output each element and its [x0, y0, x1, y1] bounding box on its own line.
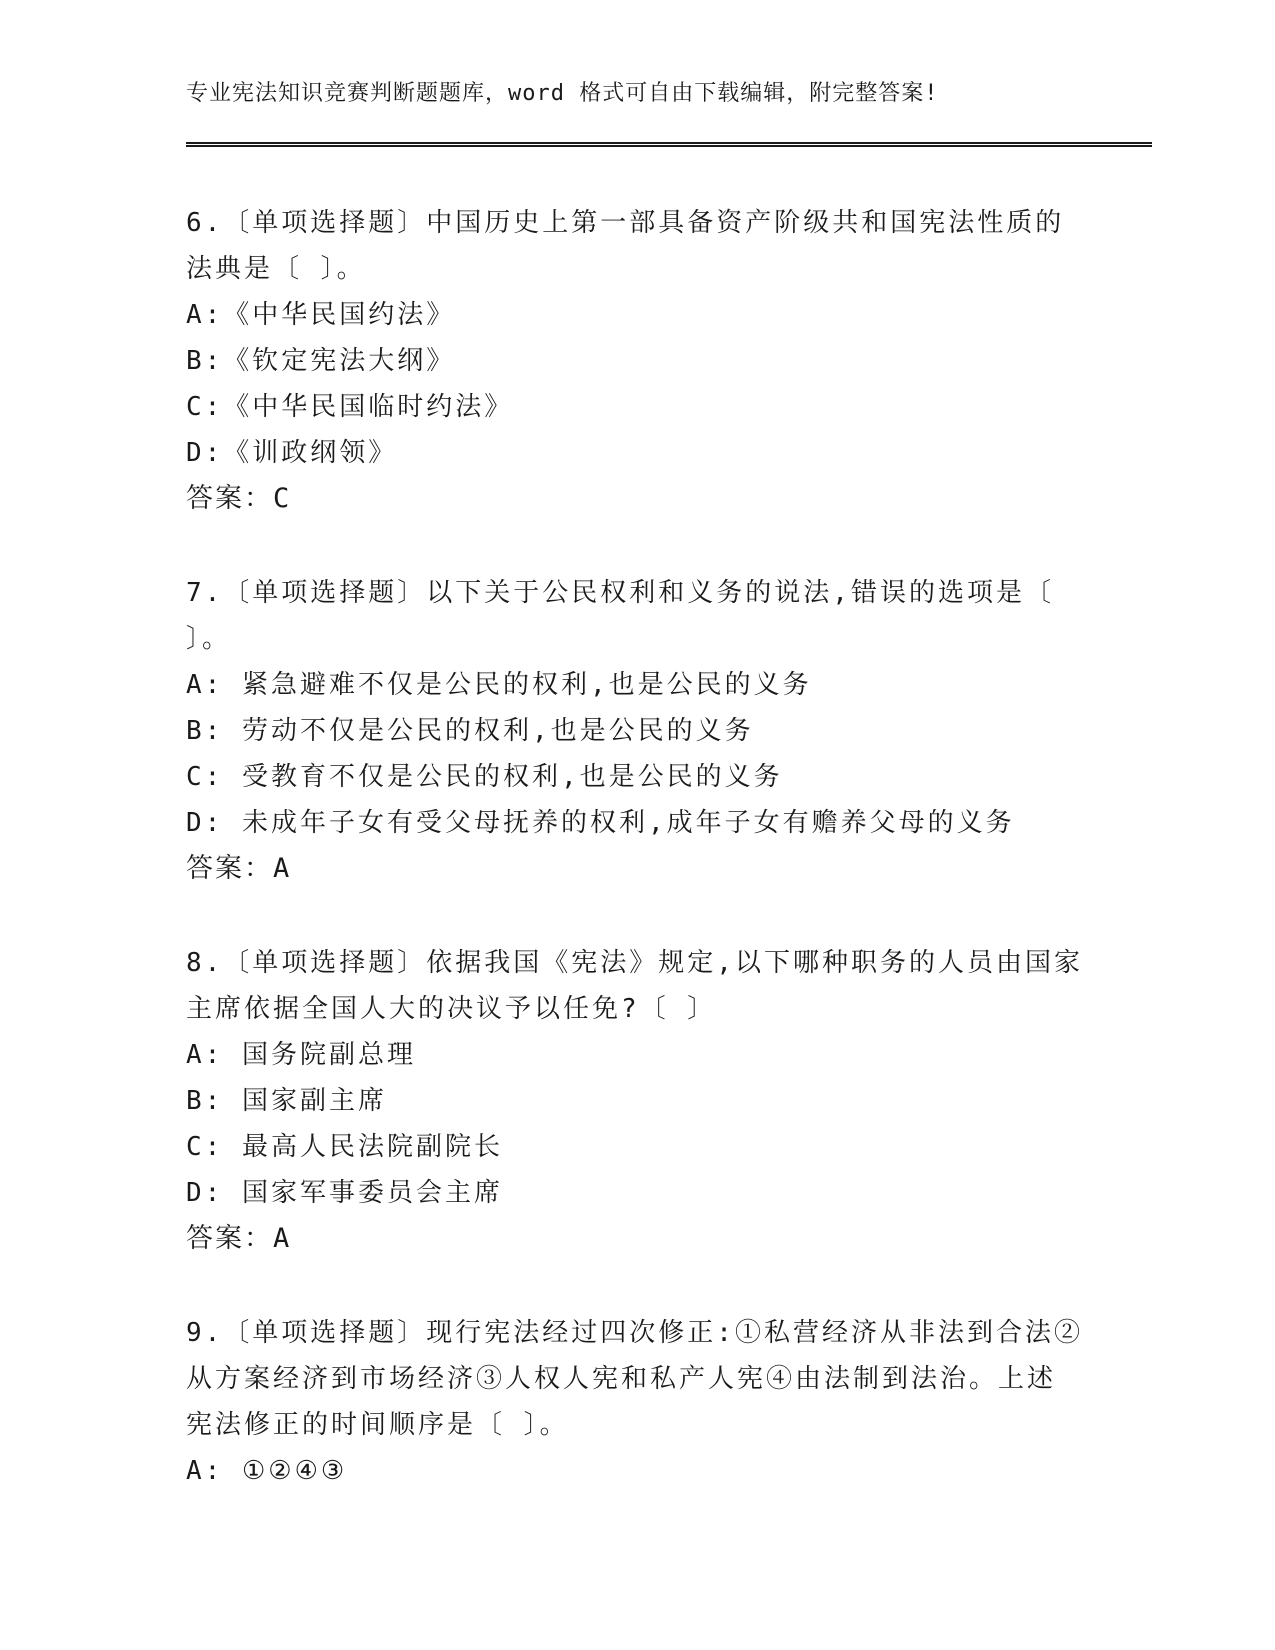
- answer-label: 答案：: [186, 483, 273, 514]
- answer-label: 答案：: [186, 853, 273, 884]
- question-stem-line: 7.〔单项选择题〕以下关于公民权利和义务的说法,错误的选项是〔: [186, 578, 1054, 608]
- question-stem-line: 主席依据全国人大的决议予以任免?〔 〕: [186, 994, 717, 1024]
- option-b: B:《钦定宪法大纲》: [186, 346, 456, 376]
- question-stem-line: 〕。: [186, 624, 232, 654]
- answer-line: [186, 476, 1086, 522]
- option-c: C: 最高人民法院副院长: [186, 1132, 503, 1162]
- option-a: A: 国务院副总理: [186, 1040, 416, 1070]
- answer-value: A: [273, 1223, 292, 1254]
- option-a: A: 紧急避难不仅是公民的权利,也是公民的义务: [186, 670, 812, 700]
- option-b: B: 劳动不仅是公民的权利,也是公民的义务: [186, 716, 754, 746]
- question-stem-line: 从方案经济到市场经济③人权人宪和私产人宪④由法制到法治。上述: [186, 1364, 1057, 1394]
- answer-line: [186, 1216, 1086, 1262]
- document-header-title: 专业宪法知识竞赛判断题题库，word 格式可自由下载编辑，附完整答案!: [186, 81, 939, 106]
- option-a: A: ①②④③: [186, 1456, 348, 1486]
- option-a: A:《中华民国约法》: [186, 300, 456, 330]
- answer-label: 答案：: [186, 1223, 273, 1254]
- question-stem-line: 8.〔单项选择题〕依据我国《宪法》规定,以下哪种职务的人员由国家: [186, 948, 1083, 978]
- question-list: [186, 200, 1086, 1542]
- question-stem-line: 法典是〔 〕。: [186, 254, 366, 284]
- question-7: [186, 570, 1086, 892]
- answer-line: [186, 846, 1086, 892]
- option-d: D:《训政纲领》: [186, 438, 398, 468]
- option-c: C:《中华民国临时约法》: [186, 392, 514, 422]
- answer-value: C: [273, 483, 292, 514]
- question-stem-line: 9.〔单项选择题〕现行宪法经过四次修正:①私营经济从非法到合法②: [186, 1318, 1083, 1348]
- option-d: D: 未成年子女有受父母抚养的权利,成年子女有赡养父母的义务: [186, 808, 1015, 838]
- question-6: [186, 200, 1086, 522]
- question-9: [186, 1310, 1086, 1494]
- question-stem-line: 6.〔单项选择题〕中国历史上第一部具备资产阶级共和国宪法性质的: [186, 208, 1065, 238]
- option-d: D: 国家军事委员会主席: [186, 1178, 503, 1208]
- answer-value: A: [273, 853, 292, 884]
- question-stem-line: 宪法修正的时间顺序是〔 〕。: [186, 1410, 569, 1440]
- question-8: [186, 940, 1086, 1262]
- option-b: B: 国家副主席: [186, 1086, 387, 1116]
- option-c: C: 受教育不仅是公民的权利,也是公民的义务: [186, 762, 783, 792]
- header-double-rule: [186, 142, 1152, 147]
